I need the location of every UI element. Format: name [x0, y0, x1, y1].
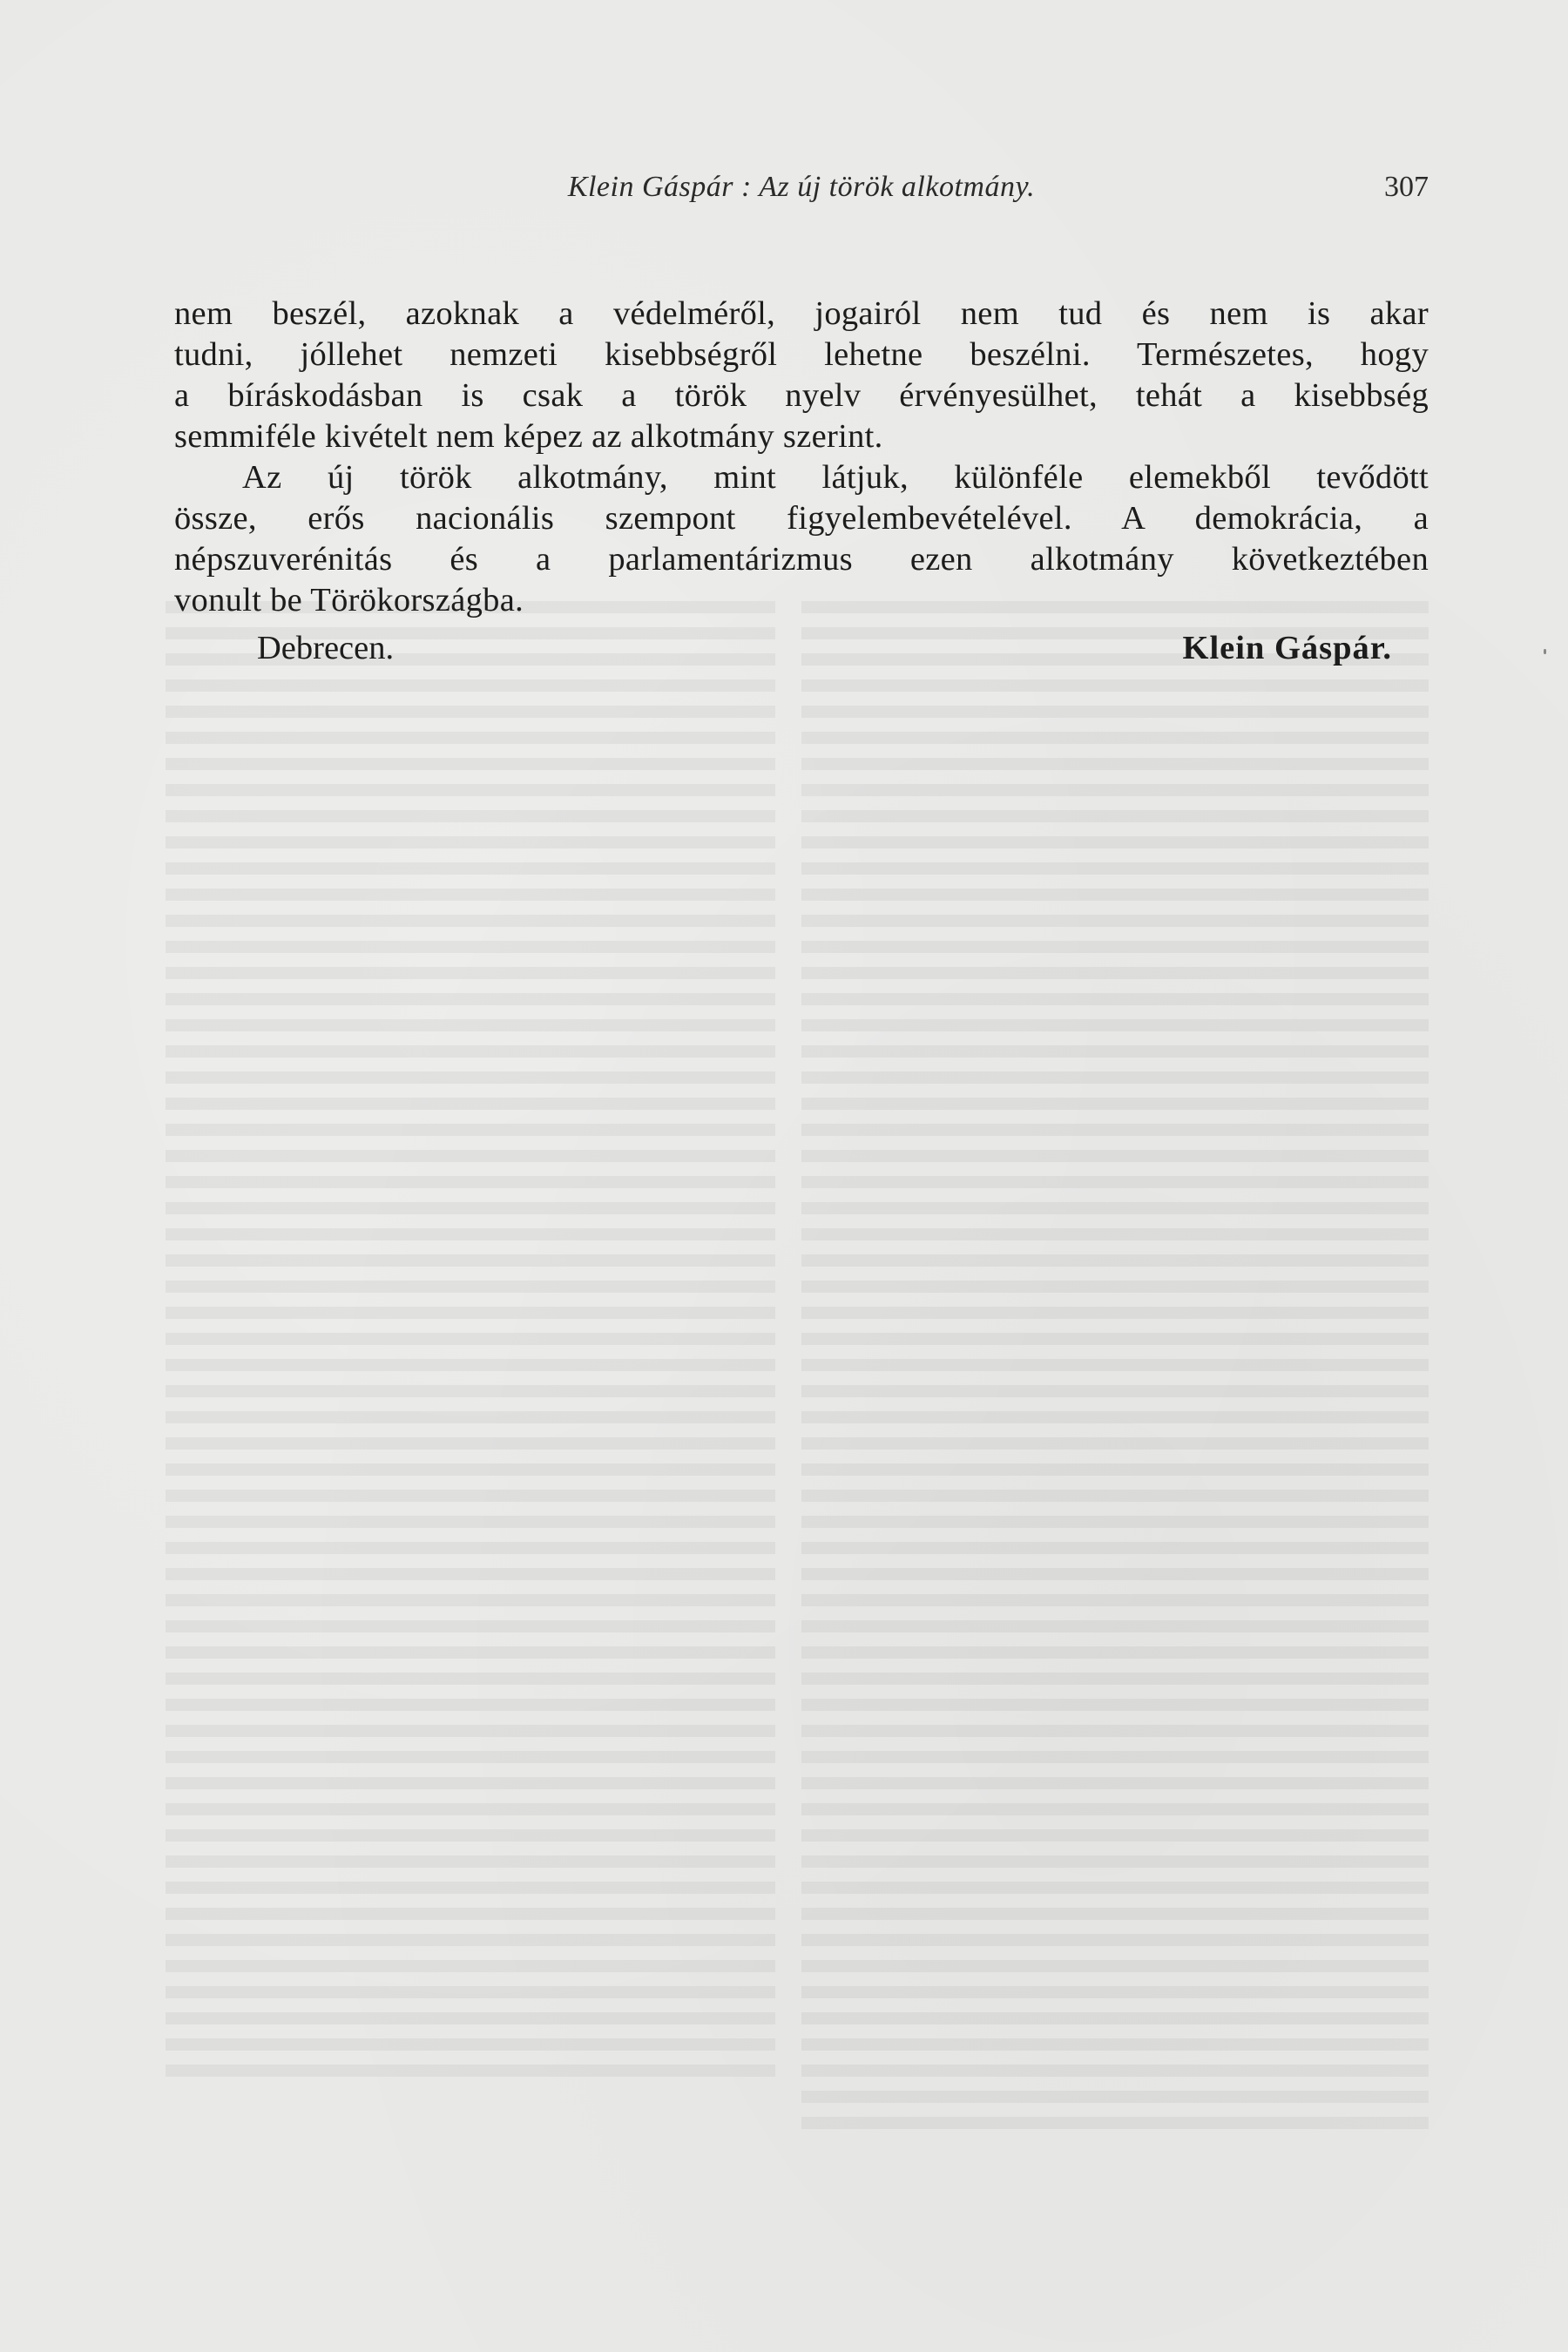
running-title: Klein Gáspár : Az új török alkotmány.: [567, 171, 1036, 203]
signature-place: Debrecen.: [257, 630, 395, 666]
article-body: [174, 294, 1429, 621]
bleed-through-right-column: [801, 601, 1429, 2134]
running-header: [174, 171, 1429, 213]
text-line: nem beszél, azoknak a védelméről, jogairól nem tud és nem is akar: [174, 295, 1429, 332]
text-line: tudni, jóllehet nemzeti kisebbségről lehetne beszélni. Természetes, hogy: [174, 336, 1429, 373]
paper-speck: [1544, 649, 1546, 654]
text-line: népszuverénitás és a parlamentárizmus ezen alkotmány következtében: [174, 541, 1429, 578]
page-number: 307: [1384, 171, 1429, 203]
signature-author: Klein Gáspár.: [1182, 630, 1392, 666]
text-line: össze, erős nacionális szempont figyelembevételével. A demokrácia, a: [174, 500, 1429, 537]
text-line: vonult be Törökországba.: [174, 582, 524, 618]
text-line: a bíráskodásban is csak a török nyelv érvényesülhet, tehát a kisebbség: [174, 377, 1429, 414]
paragraph-start-line: Az új török alkotmány, mint látjuk, különféle elemekből tevődött: [242, 459, 1429, 496]
text-line: semmiféle kivételt nem képez az alkotmány szerint.: [174, 418, 883, 455]
signature-block: [257, 629, 1392, 672]
bleed-through-left-column: [166, 601, 775, 2082]
